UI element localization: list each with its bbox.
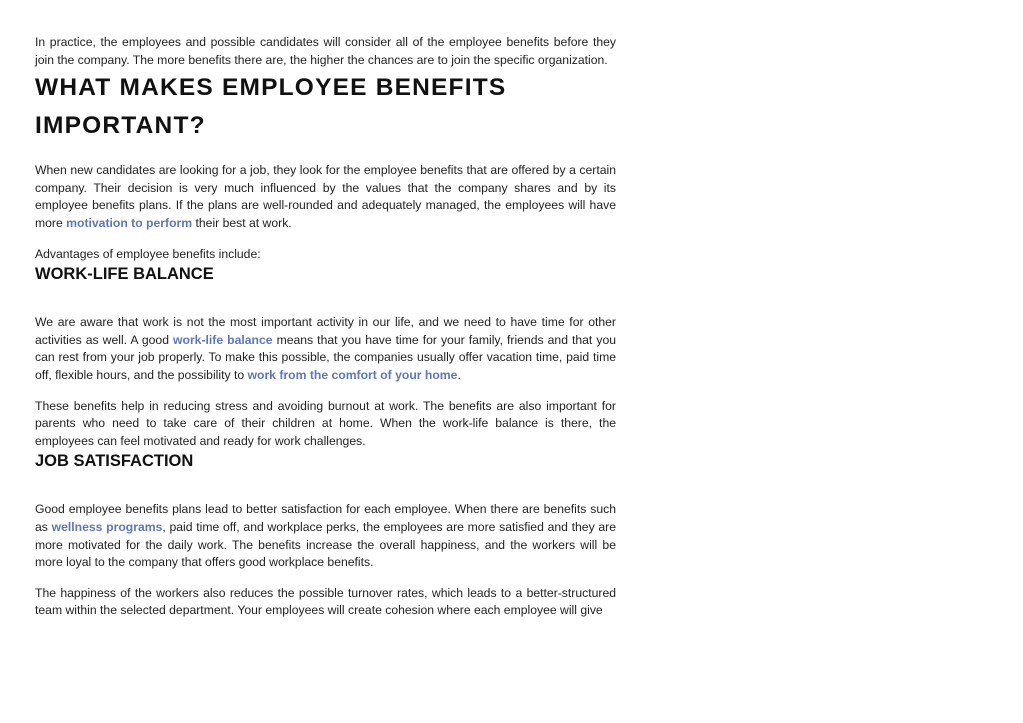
wellness-programs-link[interactable]: wellness programs: [51, 519, 163, 534]
wlb-paragraph-2: These benefits help in reducing stress and avoiding burnout at work. The benefits are also important for parents who need to take care of their children at home. When the work-life balance is there, the employees can feel motivated and ready for work challenges.: [35, 398, 616, 448]
job-paragraph-1: [35, 501, 616, 571]
work-from-home-link[interactable]: work from the comfort of your home: [247, 367, 458, 382]
work-life-balance-link[interactable]: work-life balance: [173, 332, 273, 347]
important-text-before: When new candidates are looking for a job, they look for the employee benefits that are offered by a certain company. Their decision is very much influenced by the values that the company shares and by its employee benefits plans. If the plans are well-rounded and adequately managed, the employees will have more: [35, 163, 616, 230]
intro-paragraph: In practice, the employees and possible candidates will consider all of the employee benefits before they join the company. The more benefits there are, the higher the chances are to join the specific organization.: [35, 35, 616, 67]
wlb-text-2: means that you have time for your family, friends and that you can rest from your job properly. To make this possible, the companies usually offer vacation time, paid time off, flexible hours, and the possibility to: [35, 332, 616, 382]
motivation-to-perform-link[interactable]: motivation to perform: [66, 215, 193, 230]
wlb-text-3: .: [457, 367, 461, 382]
heading-job-satisfaction: JOB SATISFACTION: [35, 452, 194, 471]
important-paragraph: [35, 162, 616, 232]
advantages-intro: Advantages of employee benefits include:: [35, 246, 261, 261]
heading-what-makes-benefits-important: WHAT MAKES EMPLOYEE BENEFITS IMPORTANT?: [35, 74, 507, 140]
job-text-2: , paid time off, and workplace perks, the employees are more satisfied and they are more motivated for the daily work. The benefits increase the overall happiness, and the workers will be more loyal to the company that offers good workplace benefits.: [35, 519, 616, 570]
heading-work-life-balance: WORK-LIFE BALANCE: [35, 265, 214, 284]
wlb-text-1: We are aware that work is not the most important activity in our life, and we need to have time for other activities as well. A good: [35, 315, 616, 347]
job-text-1: Good employee benefits plans lead to better satisfaction for each employee. When there are benefits such as: [35, 502, 616, 534]
important-text-after: their best at work.: [192, 215, 292, 230]
wlb-paragraph-1: [35, 314, 616, 384]
job-paragraph-2: The happiness of the workers also reduces the possible turnover rates, which leads to a better-structured team within the selected department. Your employees will create cohesion where each employee will give: [35, 585, 616, 618]
article-content: [35, 34, 616, 620]
